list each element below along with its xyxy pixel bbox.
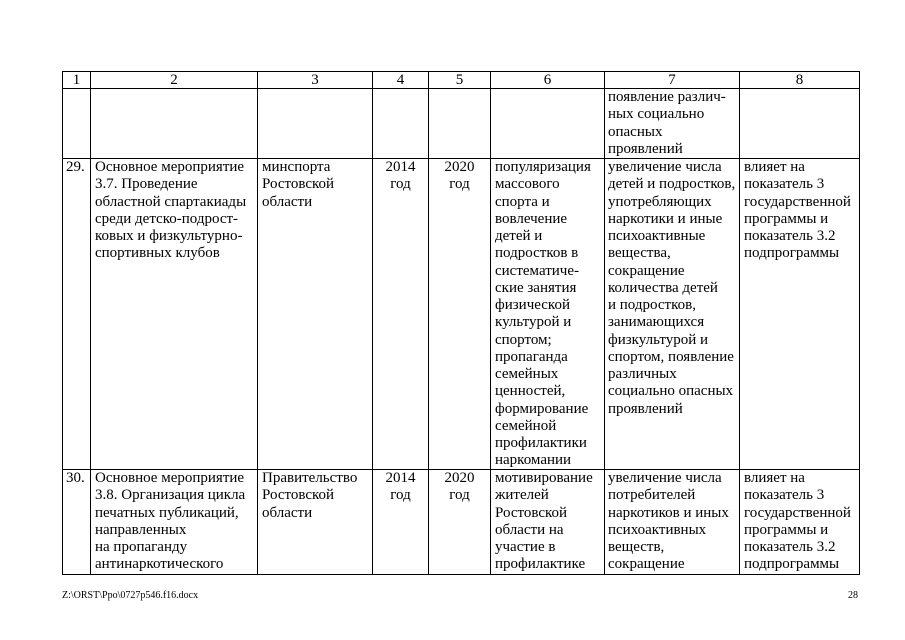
column-number-header: 2 xyxy=(91,72,258,89)
end-year-cell: 2020 год xyxy=(429,159,491,470)
column-number-header: 6 xyxy=(491,72,605,89)
non-implementation-consequences-cell: появление различ- ных социально опасных проявлений xyxy=(605,89,740,159)
expected-result-cell: популяризация массового спорта и вовлечение детей и подростков в систематиче- ские занятия физической культурой и спортом; пропаганда семейных ценностей, формирование семейной профилактики наркомании xyxy=(491,159,605,470)
column-number-header: 7 xyxy=(605,72,740,89)
start-year-cell: 2014 год xyxy=(373,470,429,575)
indicator-link-cell: влияет на показатель 3 государственной программы и показатель 3.2 подпрограммы xyxy=(740,159,860,470)
column-number-header: 5 xyxy=(429,72,491,89)
column-number-header: 8 xyxy=(740,72,860,89)
indicator-link-cell xyxy=(740,89,860,159)
measure-name-cell xyxy=(91,89,258,159)
row-number-cell: 30. xyxy=(63,470,91,575)
column-number-header: 3 xyxy=(258,72,373,89)
executor-cell xyxy=(258,89,373,159)
end-year-cell xyxy=(429,89,491,159)
expected-result-cell: мотивирование жителей Ростовской области на участие в профилактике xyxy=(491,470,605,575)
measures-table xyxy=(62,71,860,575)
executor-cell: Правительство Ростовской области xyxy=(258,470,373,575)
executor-cell: минспорта Ростовской области xyxy=(258,159,373,470)
non-implementation-consequences-cell: увеличение числа потребителей наркотиков и иных психоактивных веществ, сокращение xyxy=(605,470,740,575)
expected-result-cell xyxy=(491,89,605,159)
measure-name-cell: Основное мероприятие 3.7. Проведение областной спартакиады среди детско-подрост- ковых и физкультурно- спортивных клубов xyxy=(91,159,258,470)
end-year-cell: 2020 год xyxy=(429,470,491,575)
column-number-header: 4 xyxy=(373,72,429,89)
measure-name-cell: Основное мероприятие 3.8. Организация цикла печатных публикаций, направленных на пропаганду антинаркотического xyxy=(91,470,258,575)
start-year-cell: 2014 год xyxy=(373,159,429,470)
start-year-cell xyxy=(373,89,429,159)
non-implementation-consequences-cell: увеличение числа детей и подростков, употребляющих наркотики и иные психоактивные вещества, сокращение количества детей и подростков, занимающихся физкультурой и спортом, появление различных социально опасных проявлений xyxy=(605,159,740,470)
row-number-cell xyxy=(63,89,91,159)
column-number-header: 1 xyxy=(63,72,91,89)
row-number-cell: 29. xyxy=(63,159,91,470)
indicator-link-cell: влияет на показатель 3 государственной программы и показатель 3.2 подпрограммы xyxy=(740,470,860,575)
footer-file-path: Z:\ORST\Ppo\0727p546.f16.docx xyxy=(62,590,199,601)
page-number: 28 xyxy=(848,590,858,601)
